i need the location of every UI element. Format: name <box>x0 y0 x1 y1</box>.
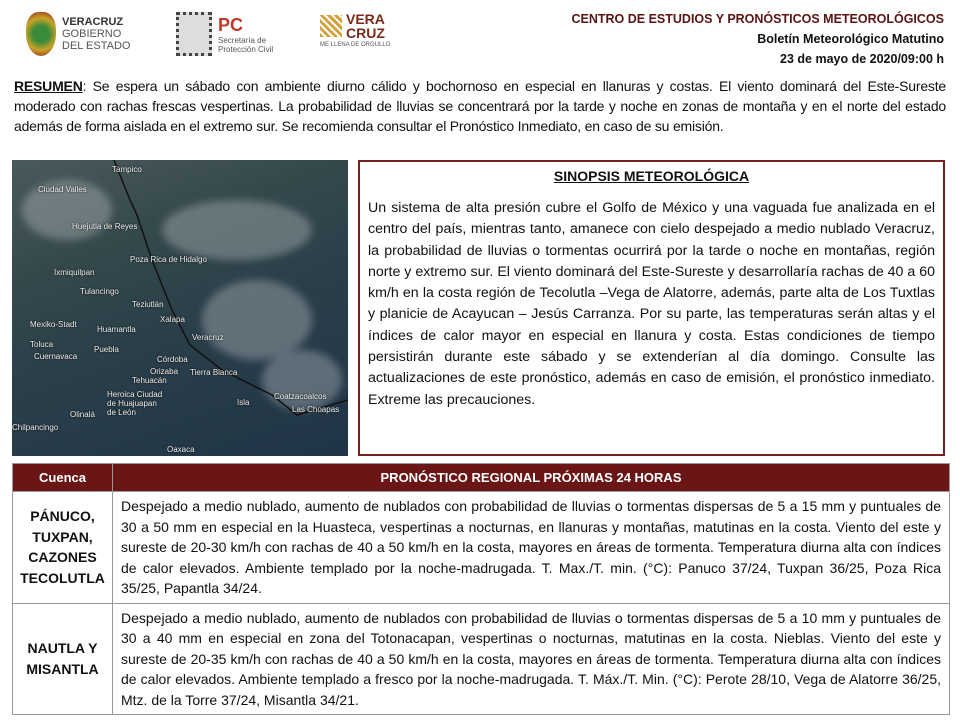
map-label: Tehuacán <box>132 376 167 385</box>
logo-text: Secretaría de <box>218 35 267 45</box>
map-label: Huejutla de Reyes <box>72 222 138 231</box>
map-label: Ixmiquilpan <box>54 268 95 277</box>
map-label: Poza Rica de Hidalgo <box>130 255 207 264</box>
header-cuenca: Cuenca <box>13 464 113 492</box>
gobierno-logo <box>26 12 130 56</box>
sinopsis-title: SINOPSIS METEOROLÓGICA <box>553 168 750 184</box>
map-label: Puebla <box>94 345 119 354</box>
map-label: Veracruz <box>192 333 224 342</box>
map-label: Ciudad Valles <box>38 185 87 194</box>
logo-text: ME LLENA DE ORGULLO <box>320 42 391 48</box>
map-label: Olinalá <box>70 410 95 419</box>
logo-text: VERACRUZ <box>62 16 124 28</box>
map-label: Tierra Blanca <box>190 368 238 377</box>
cuenca-cell: PÁNUCO, TUXPAN, CAZONES TECOLUTLA <box>13 492 113 604</box>
header-pronostico: PRONÓSTICO REGIONAL PRÓXIMAS 24 HORAS <box>113 464 950 492</box>
cuenca-cell: NAUTLA Y MISANTLA <box>13 603 113 715</box>
bulletin-title: Boletín Meteorológico Matutino <box>757 32 944 46</box>
map-label: Chilpancingo <box>12 423 59 432</box>
resumen <box>14 76 946 136</box>
logo-text: Protección Civil <box>218 44 274 54</box>
logo-text: VERA <box>346 11 385 27</box>
shield-icon <box>176 12 212 56</box>
map-label: Tampico <box>112 165 142 174</box>
map-label: Tulancingo <box>80 287 119 296</box>
logo-text: CRUZ <box>346 25 385 41</box>
map-label: Las Choapas <box>292 405 340 414</box>
map-label: Xalapa <box>160 315 185 324</box>
veracruz-logo <box>320 12 390 48</box>
pattern-icon <box>320 15 342 37</box>
map-label: Heroica Ciudad de Huajuapan de León <box>107 390 163 417</box>
map-label: Coatzacoalcos <box>274 392 327 401</box>
logo-text: GOBIERNO <box>62 28 122 40</box>
header <box>572 9 945 69</box>
map-label: Oaxaca <box>167 445 195 454</box>
forecast-cell: Despejado a medio nublado, aumento de nublados con probabilidad de lluvias o tormentas dispersas de 5 a 10 mm y puntuales de 30 a 40 mm en especial en zona del Totonacapan, vespertinas o nocturnas, matutinas en la costa. Nieblas. Viento del este y sureste de 20-35 km/h con rachas de 40 a 50 km/h en la costa, mayores en áreas de tormenta. Temperatura diurna alta con índices de calor elevados. Ambiente templado a fresco por la noche-madrugada. T. Máx./T. Min. (°C): Perote 28/10, Vega de Alatorre 36/25, Mtz. de la Torre 37/24, Misantla 34/21. <box>113 603 950 715</box>
map-label: Orizaba <box>150 367 179 376</box>
table-row <box>13 603 950 715</box>
map-label: Isla <box>237 398 250 407</box>
logo-text: PC <box>218 14 244 35</box>
satellite-map <box>12 160 348 456</box>
map-label: Toluca <box>30 340 54 349</box>
forecast-table <box>12 463 950 715</box>
table-row <box>13 492 950 604</box>
logo-text: DEL ESTADO <box>62 40 131 52</box>
proteccion-civil-logo <box>176 12 273 56</box>
map-label: Cuernavaca <box>34 352 78 361</box>
map-label: Mexiko-Stadt <box>30 320 77 329</box>
resumen-text: : Se espera un sábado con ambiente diurno cálido y bochornoso en especial en llanuras y costas. El viento dominará del Este-Sureste moderado con rachas frescas vespertinas. La probabilidad de lluvias se concentrará por la tarde y noche en zonas de montaña y en el norte del estado además de forma aislada en el extremo sur. Se recomienda consultar el Pronóstico Inmediato, en caso de su emisión. <box>14 78 946 134</box>
map-label: Córdoba <box>157 355 188 364</box>
coat-of-arms-icon <box>26 12 56 56</box>
sinopsis-text: Un sistema de alta presión cubre el Golfo de México y una vaguada fue analizada en el centro del país, mientras tanto, amanece con cielo despejado a medio nublado Veracruz, la probabilidad de lluvias o tormentas ocurrirá por la tarde o noche en montañas, región norte y extremo sur. El viento dominará del Este-Sureste y desarrollaría rachas de 40 a 60 km/h en la costa región de Tecolutla –Vega de Alatorre, además, parte alta de Los Tuxtlas y planicie de Acayucan – Jesús Carranza. Por su parte, las temperaturas serán altas y el índices de calor mayor en especial en llanura y costa. Estas condiciones de tiempo persistirán durante este sábado y se extenderían al día domingo. Consulte las actualizaciones de este pronóstico, además en caso de emisión, el pronóstico inmediato. Extreme las precauciones. <box>368 200 936 408</box>
forecast-cell: Despejado a medio nublado, aumento de nublados con probabilidad de lluvias o tormentas dispersas de 5 a 15 mm y puntuales de 30 a 50 mm en especial en la Huasteca, vespertinas a nocturnas, en llanuras y montañas, matutinas en la costa. Viento del este y sureste de 20-30 km/h con rachas de 40 a 50 km/h en la costa, mayores en áreas de tormenta. Temperatura diurna alta con índices de calor elevados. Ambiente templado por la noche-madrugada. T. Max./T. min. (°C): Panuco 37/24, Tuxpan 36/25, Poza Rica 35/25, Papantla 34/24. <box>113 492 950 604</box>
org-title: CENTRO DE ESTUDIOS Y PRONÓSTICOS METEOROLÓGICOS <box>571 12 944 26</box>
map-label: Huamantla <box>97 325 136 334</box>
resumen-label: RESUMEN <box>14 78 83 94</box>
sinopsis-panel <box>358 160 945 456</box>
bulletin-date: 23 de mayo de 2020/09:00 h <box>780 52 944 66</box>
map-label: Teziutlán <box>132 300 164 309</box>
